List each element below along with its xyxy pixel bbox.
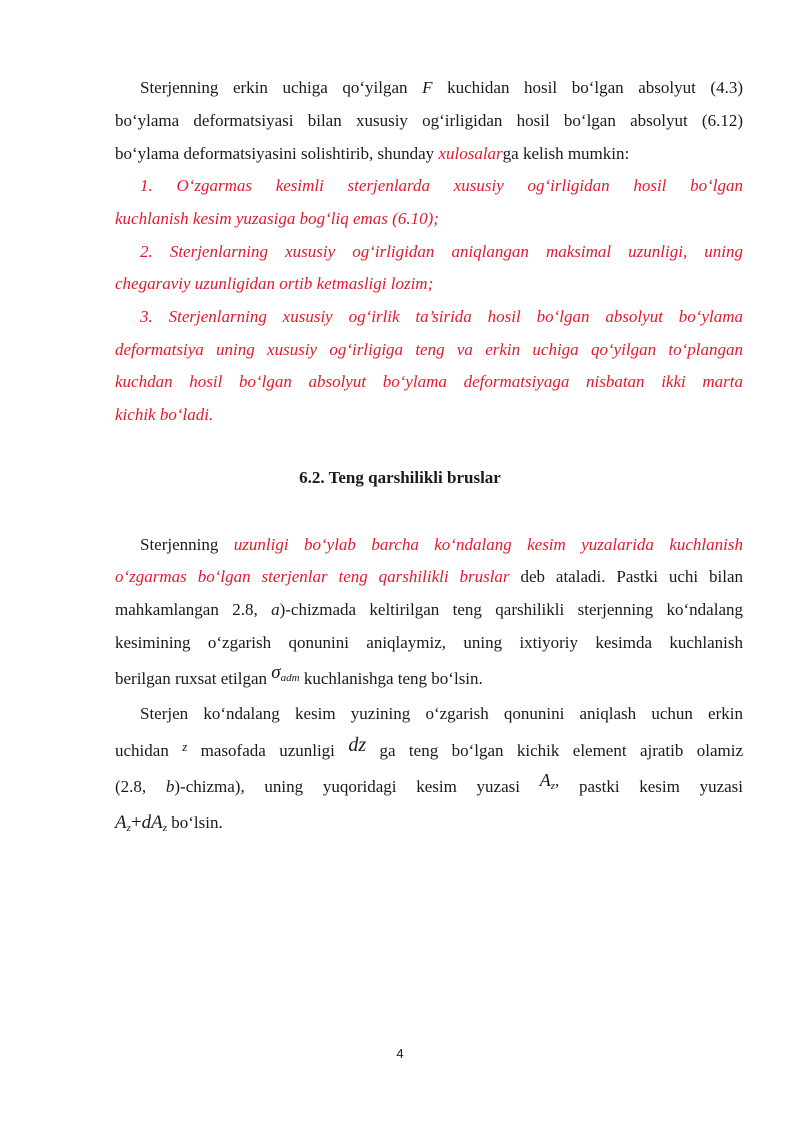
para1-line3: [115, 143, 743, 165]
text-run: bo‘ylama deformatsiyasini solishtirib, shunday: [115, 144, 439, 163]
text-run: kuchlanishga teng bo‘lsin.: [299, 669, 483, 688]
list-item-1-line2: kuchlanish kesim yuzasiga bog‘liq emas (6.10);: [115, 209, 439, 228]
text-run: uchidan: [115, 741, 169, 760]
darea-subscript: z: [162, 822, 167, 834]
italic-letter: b: [165, 777, 175, 796]
text-run: pastki kesim yuzasi: [578, 777, 744, 796]
text-run: Sterjenning erkin uchiga qo‘yilgan: [140, 78, 408, 97]
comma: ,: [554, 771, 560, 790]
z-symbol: z: [182, 739, 188, 754]
text-run: ga teng bo‘lgan kichik element ajratib olamiz: [379, 741, 744, 760]
text-run: berilgan ruxsat etilgan: [115, 669, 272, 688]
darea-symbol: dA: [141, 812, 163, 833]
area-subscript: z: [550, 780, 555, 792]
para3-line2: [115, 734, 744, 763]
list-item-2-line2: chegaraviy uzunligidan ortib ketmasligi lozim;: [115, 274, 434, 293]
para1-line1: [140, 77, 743, 99]
para2-line5: [115, 662, 743, 695]
text-run: masofada uzunligi: [200, 741, 335, 760]
area-subscript: z: [126, 822, 131, 834]
para2-line2: [115, 566, 743, 588]
list-item-3-line4: kichik bo‘ladi.: [115, 405, 214, 424]
para2-line1: [140, 534, 743, 556]
sigma-subscript: adm: [280, 672, 300, 684]
text-run: ga kelish mumkin:: [502, 144, 630, 163]
section-heading: 6.2. Teng qarshilikli bruslar: [299, 468, 501, 487]
list-item-3-line3: kuchdan hosil bo‘lgan absolyut bo‘ylama deformatsiyaga nisbatan ikki marta: [115, 372, 743, 391]
text-run: (2.8,: [115, 777, 147, 796]
text-run: deb ataladi. Pastki uchi bilan: [509, 567, 743, 586]
text-run: bo‘lsin.: [167, 813, 223, 832]
list-item-1-line1: 1. O‘zgarmas kesimli sterjenlarda xususiy og‘irligidan hosil bo‘lgan: [140, 176, 743, 195]
para3-line1: Sterjen ko‘ndalang kesim yuzining o‘zgarish qonunini aniqlash uchun erkin: [140, 704, 743, 723]
para3-line3: [115, 770, 744, 803]
plus-sign: +: [130, 812, 142, 833]
text-run: kuchidan hosil bo‘lgan absolyut (4.3): [447, 78, 743, 97]
list-item-3-line1: 3. Sterjenlarning xususiy og‘irlik ta’sirida hosil bo‘lgan absolyut bo‘ylama: [140, 307, 743, 326]
area-symbol: A: [539, 770, 551, 790]
para3-line4: [115, 812, 743, 839]
sigma-symbol: σ: [271, 662, 281, 683]
highlight-text: uzunligi bo‘ylab barcha ko‘ndalang kesim yuzalarida kuchlanish: [233, 535, 743, 554]
para2-line3: [115, 599, 743, 621]
text-run: )-chizma), uning yuqoridagi kesim yuzasi: [174, 777, 520, 796]
para1-line2: bo‘ylama deformatsiyasi bilan xususiy og‘irligidan hosil bo‘lgan absolyut (6.12): [115, 111, 743, 130]
italic-letter: a: [271, 600, 280, 619]
text-run: mahkamlangan 2.8,: [115, 600, 272, 619]
list-item-2-line1: 2. Sterjenlarning xususiy og‘irligidan aniqlangan maksimal uzunligi, uning: [140, 242, 743, 261]
page-number: 4: [396, 1046, 404, 1061]
area-symbol: A: [115, 812, 127, 833]
force-symbol: F: [422, 78, 433, 97]
dz-symbol: dz: [348, 734, 367, 756]
text-run: )-chizmada keltirilgan teng qarshilikli sterjenning ko‘ndalang: [279, 600, 743, 619]
text-run: Sterjenning: [140, 535, 234, 554]
highlight-text: o‘zgarmas bo‘lgan sterjenlar teng qarshilikli bruslar: [115, 567, 510, 586]
para2-line4: kesimining o‘zgarish qonunini aniqlaymiz, uning ixtiyoriy kesimda kuchlanish: [115, 633, 743, 652]
highlight-text: xulosalar: [438, 144, 503, 163]
list-item-3-line2: deformatsiya uning xususiy og‘irligiga teng va erkin uchiga qo‘yilgan to‘plangan: [115, 340, 743, 359]
